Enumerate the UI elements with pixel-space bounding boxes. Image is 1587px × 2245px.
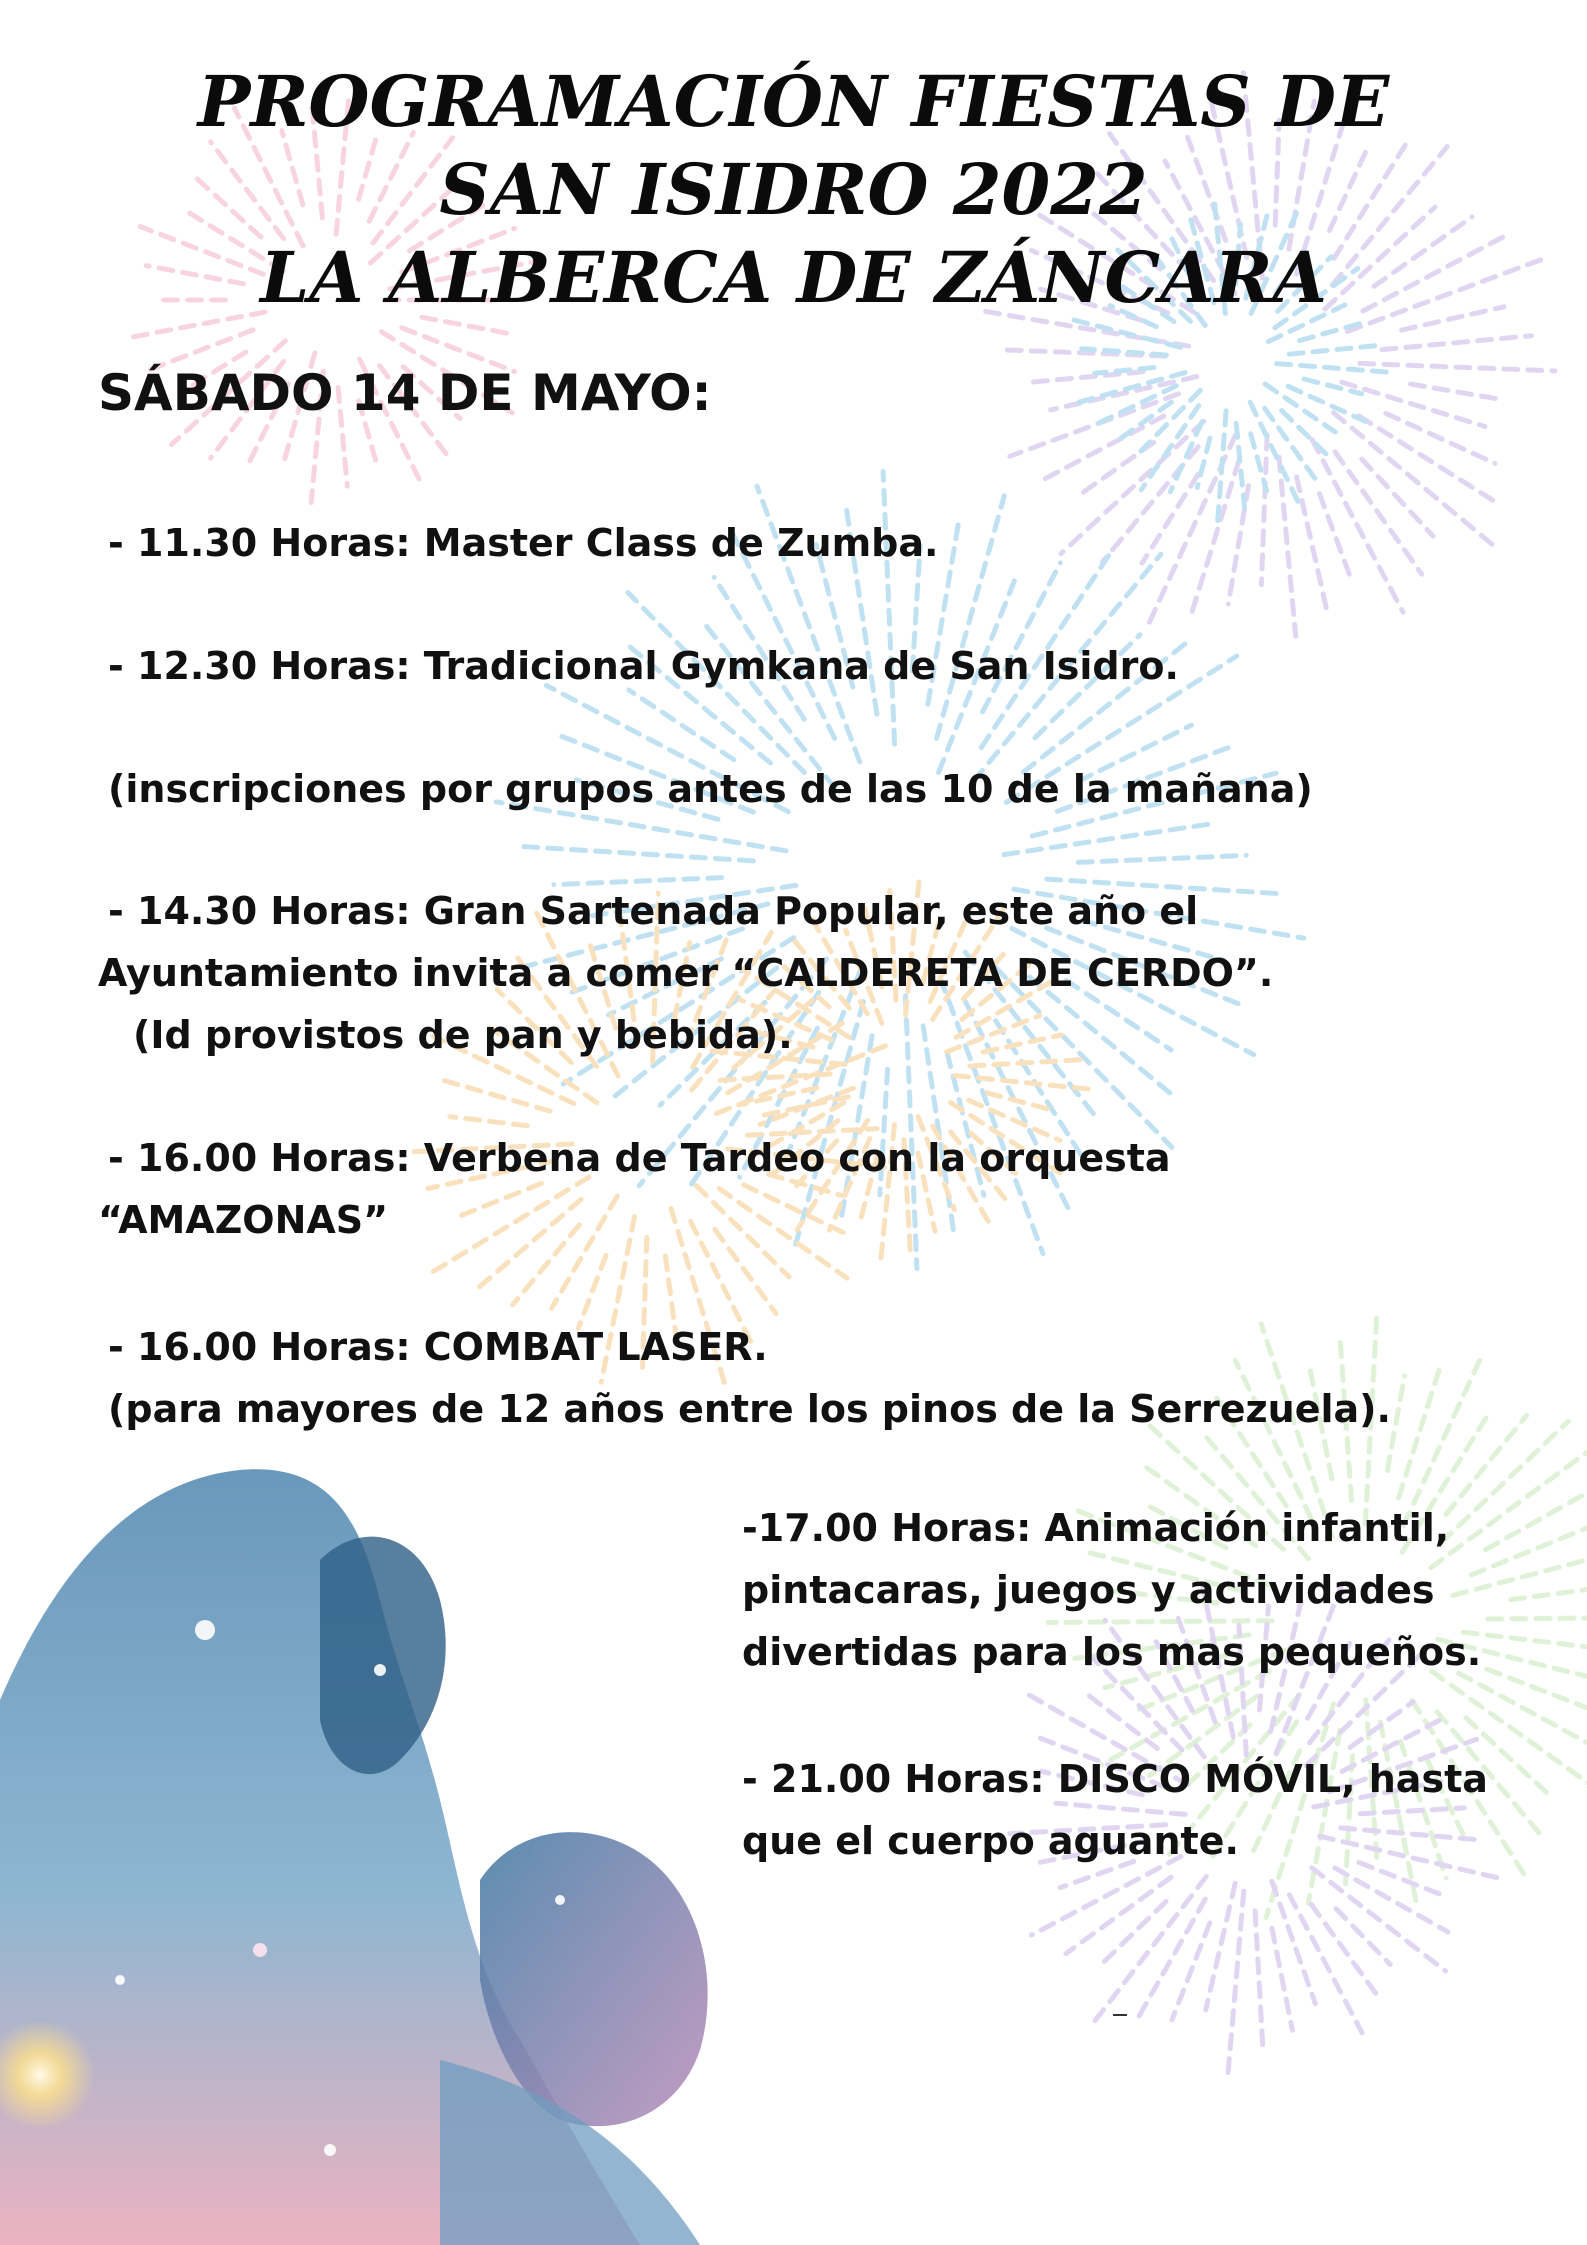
event-verbena-line-2: “AMAZONAS”	[98, 1198, 389, 1242]
event-disco-movil	[742, 1748, 1488, 1872]
poster-title	[0, 58, 1587, 322]
san-isidro-illustration	[0, 1469, 708, 2245]
event-zumba	[108, 512, 938, 574]
stray-dash-mark	[1113, 2014, 1127, 2016]
event-animacion-line-3: divertidas para los mas pequeños.	[742, 1630, 1482, 1674]
event-sartenada	[108, 880, 1198, 942]
event-animacion-line-2: pintacaras, juegos y actividades	[742, 1568, 1435, 1612]
event-disco-movil-line-1: - 21.00 Horas: DISCO MÓVIL, hasta	[742, 1757, 1488, 1801]
event-combat-laser	[108, 1316, 768, 1378]
event-zumba-text: - 11.30 Horas: Master Class de Zumba.	[108, 521, 939, 565]
day-heading: SÁBADO 14 DE MAYO:	[98, 364, 712, 422]
event-combat-laser-note	[108, 1378, 1391, 1440]
event-animacion	[742, 1497, 1481, 1683]
event-disco-movil-line-2: que el cuerpo aguante.	[742, 1819, 1239, 1863]
title-line-2: SAN ISIDRO 2022	[439, 148, 1148, 231]
title-line-3: LA ALBERCA DE ZÁNCARA	[260, 236, 1327, 319]
event-verbena	[108, 1127, 1171, 1189]
event-verbena-cont	[98, 1189, 388, 1251]
title-line-1: PROGRAMACIÓN FIESTAS DE	[197, 60, 1390, 143]
event-verbena-line-1: - 16.00 Horas: Verbena de Tardeo con la orquesta	[108, 1136, 1171, 1180]
event-sartenada-line-2: Ayuntamiento invita a comer “CALDERETA DE CERDO”.	[98, 951, 1274, 995]
event-animacion-line-1: -17.00 Horas: Animación infantil,	[742, 1506, 1450, 1550]
event-gymkana-note	[108, 758, 1313, 820]
event-gymkana-note-text: (inscripciones por grupos antes de las 10 de la mañana)	[108, 767, 1313, 811]
event-sartenada-line-1: - 14.30 Horas: Gran Sartenada Popular, este año el	[108, 889, 1199, 933]
event-gymkana	[108, 635, 1179, 697]
event-combat-laser-line-2: (para mayores de 12 años entre los pinos de la Serrezuela).	[108, 1387, 1391, 1431]
event-sartenada-note	[133, 1004, 793, 1066]
event-sartenada-cont	[98, 942, 1273, 1004]
event-sartenada-line-3: (Id provistos de pan y bebida).	[133, 1013, 793, 1057]
event-combat-laser-line-1: - 16.00 Horas: COMBAT LASER.	[108, 1325, 768, 1369]
event-gymkana-text: - 12.30 Horas: Tradicional Gymkana de San Isidro.	[108, 644, 1179, 688]
